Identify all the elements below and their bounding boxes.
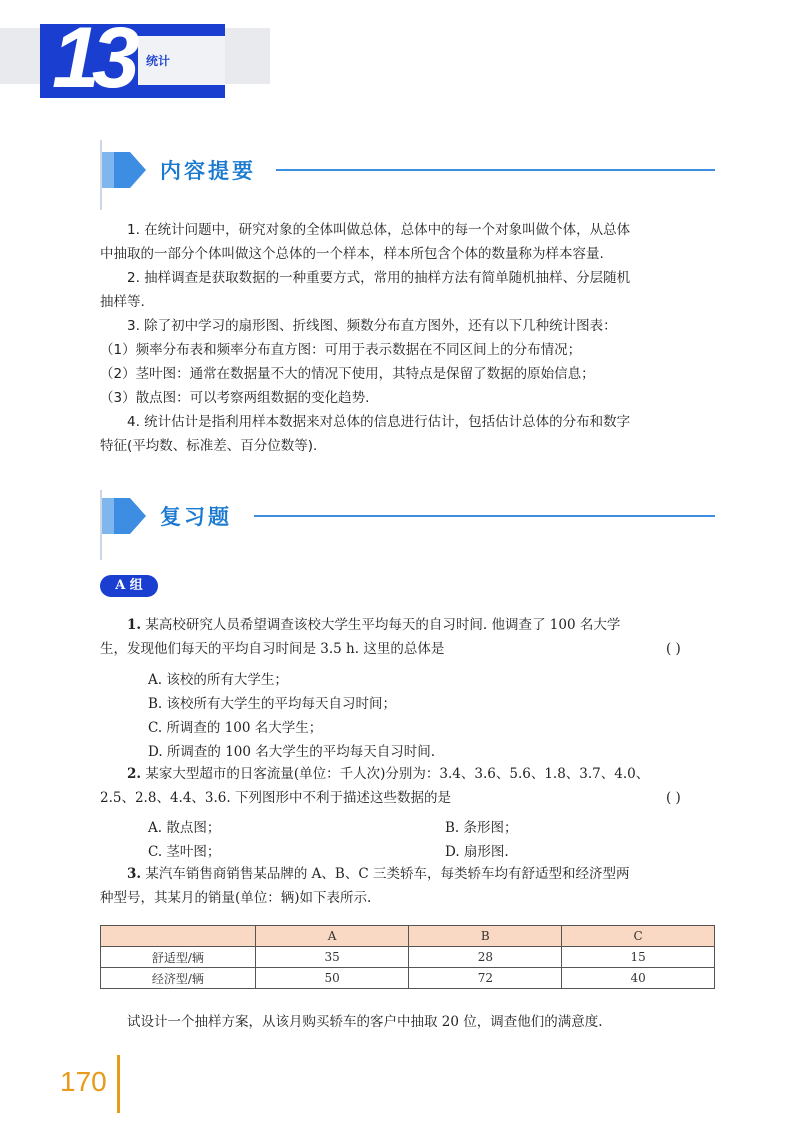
table-header-row	[101, 926, 715, 947]
option-d: D. 扇形图.	[445, 844, 509, 860]
summary-line: 1. 在统计问题中，研究对象的全体叫做总体，总体中的每一个对象叫做个体，从总体	[127, 222, 631, 238]
chapter-number: 13	[52, 10, 132, 106]
table-cell: 50	[255, 968, 409, 989]
table-cell: 经济型/辆	[101, 968, 256, 989]
option-b: B. 条形图；	[445, 820, 518, 836]
question-text: 某高校研究人员希望调查该校大学生平均每天的自习时间. 他调查了 100 名大学	[145, 617, 621, 633]
table-row	[101, 947, 715, 968]
question-text: 生，发现他们每天的平均自习时间是 3.5 h. 这里的总体是	[100, 641, 445, 657]
summary-line: 4. 统计估计是指利用样本数据来对总体的信息进行估计，包括估计总体的分布和数字	[127, 414, 631, 430]
summary-line: 3. 除了初中学习的扇形图、折线图、频数分布直方图外，还有以下几种统计图表：	[127, 318, 617, 334]
section-heading-review: 复习题	[160, 505, 232, 529]
option-b: B. 该校所有大学生的平均每天自习时间；	[148, 696, 397, 712]
table-cell: 舒适型/辆	[101, 947, 256, 968]
table-row	[101, 968, 715, 989]
question-3	[100, 862, 720, 910]
question-3-followup: 试设计一个抽样方案，从该月购买轿车的客户中抽取 20 位，调查他们的满意度.	[127, 1014, 603, 1030]
summary-block	[100, 218, 720, 458]
table-header-cell: C	[562, 926, 715, 947]
table-header-cell: A	[255, 926, 409, 947]
option-a: A. 该校的所有大学生；	[148, 672, 288, 688]
question-text: 某家大型超市的日客流量(单位：千人次)分别为：3.4、3.6、5.6、1.8、3.7、4.0、	[145, 766, 650, 782]
chapter-title: 统计	[146, 54, 171, 68]
table-cell: 35	[255, 947, 409, 968]
summary-line: （2）茎叶图：通常在数据量不大的情况下使用，其特点是保留了数据的原始信息；	[100, 366, 595, 382]
table-cell: 15	[562, 947, 715, 968]
summary-line: （3）散点图：可以考察两组数据的变化趋势.	[100, 390, 370, 406]
sales-table	[100, 925, 715, 989]
group-label-badge: A 组	[100, 575, 158, 597]
summary-line: （1）频率分布表和频率分布直方图：可用于表示数据在不同区间上的分布情况；	[100, 342, 582, 358]
question-1	[100, 613, 720, 661]
section-rule	[254, 515, 715, 517]
table-cell: 28	[409, 947, 562, 968]
pentagon-arrow-icon	[100, 146, 148, 194]
option-c: C. 所调查的 100 名大学生；	[148, 720, 323, 736]
table-cell: 40	[562, 968, 715, 989]
answer-blank: ( )	[666, 790, 681, 806]
question-text: 种型号，其某月的销量(单位：辆)如下表所示.	[100, 890, 372, 906]
pentagon-arrow-icon	[100, 492, 148, 540]
answer-blank: ( )	[666, 641, 681, 657]
option-c: C. 茎叶图；	[148, 844, 221, 860]
question-number: 1.	[127, 617, 142, 633]
summary-line: 抽样等.	[100, 294, 145, 310]
question-text: 2.5、2.8、4.4、3.6. 下列图形中不利于描述这些数据的是	[100, 790, 451, 806]
page-number-rule	[117, 1055, 120, 1113]
section-rule	[276, 169, 715, 171]
question-number: 3.	[127, 866, 142, 882]
question-number: 2.	[127, 766, 142, 782]
table-header-cell: B	[409, 926, 562, 947]
question-text: 某汽车销售商销售某品牌的 A、B、C 三类轿车，每类轿车均有舒适型和经济型两	[145, 866, 630, 882]
table-header-cell	[101, 926, 256, 947]
option-d: D. 所调查的 100 名大学生的平均每天自习时间.	[148, 744, 436, 760]
summary-line: 2. 抽样调查是获取数据的一种重要方式，常用的抽样方法有简单随机抽样、分层随机	[127, 270, 631, 286]
question-2	[100, 762, 720, 810]
table-cell: 72	[409, 968, 562, 989]
section-heading-summary: 内容提要	[160, 159, 256, 183]
option-a: A. 散点图；	[148, 820, 221, 836]
summary-line: 中抽取的一部分个体叫做这个总体的一个样本，样本所包含个体的数量称为样本容量.	[100, 246, 604, 262]
page-number: 170	[60, 1066, 107, 1097]
summary-line: 特征(平均数、标准差、百分位数等).	[100, 438, 318, 454]
